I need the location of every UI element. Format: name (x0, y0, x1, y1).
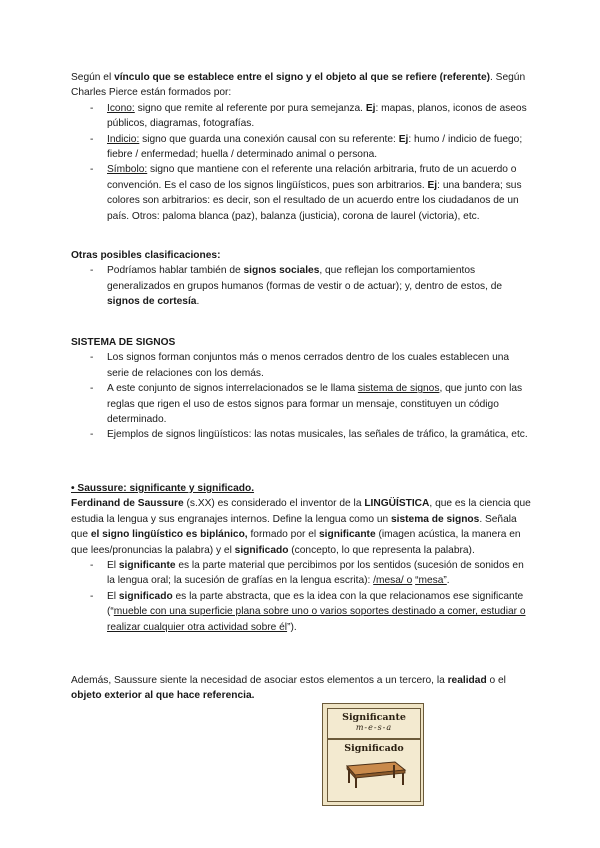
saussure-section (71, 481, 533, 635)
para-text: Además, Saussure siente la necesidad de asociar estos elementos a un tercero, la (71, 675, 448, 686)
sistema-list (71, 350, 533, 442)
bold-term: significado (118, 590, 173, 602)
ademas-paragraph (71, 673, 533, 704)
item-text: El (107, 590, 119, 602)
saussure-heading-text: • Saussure: significante y significado. (71, 483, 255, 494)
item-text: , que junto con las reglas que rigen el uso de estos signos para formar un mensaje, constituyen un código determinado. (107, 383, 523, 426)
para-text: (imagen acústica, la manera en que lees/pronuncias la palabra) y el (71, 529, 521, 556)
ej-label: Ej (365, 102, 376, 114)
item-text: es la parte material que percibimos por los sentidos (sucesión de sonidos en la lengua oral; la sucesión de grafías en la lengua escrita): (107, 560, 524, 587)
sign-types-list (71, 101, 533, 224)
bold-term: significante (319, 529, 376, 541)
item-text: A este conjunto de signos interrelacionados se le llama (107, 383, 358, 395)
list-item-indicio (71, 132, 533, 163)
bold-term: significado (234, 544, 289, 556)
item-text: signo que mantiene con el referente una relación arbitraria, fruto de un acuerdo o convención. Es el caso de los signos lingüísticos, pues son arbitrarios. (107, 164, 517, 191)
otras-heading: Otras posibles clasificaciones: (71, 250, 221, 261)
item-text: ”). (287, 621, 297, 633)
item-text: El (107, 560, 119, 572)
significado-label: Significado (344, 743, 404, 754)
item-text: signo que remite al referente por pura semejanza. (134, 102, 366, 114)
otras-list (71, 263, 533, 309)
item-text: , que reflejan los comportamientos generalizados en grupos humanos (formas de vestir o de actuar); y, dentro de estos, de (107, 265, 503, 292)
term-simbolo: Símbolo: (107, 164, 148, 176)
saussure-paragraph (71, 496, 533, 558)
bold-term: realidad (447, 675, 487, 686)
significante-word: m-e-s-a (355, 723, 393, 732)
item-text: signo que guarda una conexión causal con su referente: (139, 133, 399, 145)
term-icono: Icono: (107, 102, 135, 114)
ej-label: Ej (398, 133, 409, 145)
para-text: . Señala que (71, 513, 517, 541)
intro-text-end: . Según Charles Pierce están formados por: (71, 72, 526, 99)
list-item-significante (71, 558, 533, 589)
item-text: : humo / indicio de fuego; fiebre / enfermedad; huella / determinado animal o persona. (107, 133, 523, 161)
term-indicio: Indicio: (107, 133, 140, 145)
saussure-heading (71, 481, 533, 496)
saussure-list (71, 558, 533, 635)
bold-term: Ferdinand de Saussure (71, 498, 184, 510)
underlined-term: mueble con una superficie plana sobre uno o varios soportes destinado a comer, estudiar o realizar cualquier otra actividad sobre él (107, 606, 526, 633)
ej-label: Ej (427, 179, 438, 191)
table-icon (339, 756, 409, 790)
item-text: : una bandera; sus colores son arbitrarios: es decir, son el resultado de un acuerdo entre los ciudadanos de un país. Otros: paloma blanca (paz), balanza (justicia), corona de laurel (victoria), etc. (107, 179, 522, 222)
item-text: : mapas, planos, iconos de aseos públicos, diagramas, fotografías. (107, 102, 527, 130)
sistema-section (71, 335, 533, 443)
bold-term: LINGÜÍSTICA (364, 498, 430, 510)
underlined-term: “mesa” (415, 575, 447, 587)
para-text: (s.XX) es considerado el inventor de la (183, 498, 365, 510)
para-text: (concepto, lo que representa la palabra). (288, 544, 475, 556)
intro-paragraph (71, 70, 533, 101)
bold-term: significante (118, 560, 176, 572)
underlined-term: /mesa/ o (373, 575, 413, 587)
bold-term: objeto exterior al que hace referencia. (71, 690, 255, 702)
significado-box (327, 739, 421, 802)
list-item (71, 350, 533, 381)
list-item (71, 263, 533, 309)
bold-term: signos sociales (243, 265, 320, 277)
item-text: es la parte abstracta, que es la idea con la que relacionamos ese significante (“ (107, 590, 524, 618)
list-item (71, 381, 533, 427)
underlined-term: sistema de signos (357, 383, 440, 395)
list-item (71, 427, 533, 442)
para-text: o el (486, 675, 506, 686)
list-item-icono (71, 101, 533, 132)
intro-bold: vínculo que se establece entre el signo y el objeto al que se refiere (referente) (114, 72, 491, 83)
item-text: Podríamos hablar también de (107, 265, 244, 277)
list-item-significado (71, 589, 533, 635)
para-text: formado por el (247, 529, 319, 541)
para-text: , que es la ciencia que estudia la lengua y sus engranajes internos. Define la lengua como un (71, 498, 531, 525)
bold-term: signos de cortesía (107, 296, 197, 308)
significante-label: Significante (342, 712, 406, 723)
sign-illustration (322, 703, 424, 806)
pierce-section (71, 70, 533, 224)
significante-box (327, 708, 421, 739)
item-text: . (196, 296, 200, 308)
list-item-simbolo (71, 162, 533, 224)
sistema-heading: SISTEMA DE SIGNOS (71, 337, 176, 348)
item-text: Los signos forman conjuntos más o menos cerrados dentro de los cuales establecen una serie de relaciones con los demás. (107, 352, 510, 379)
bold-term: sistema de signos (390, 513, 480, 525)
ademas-section (71, 673, 533, 704)
otras-section (71, 248, 533, 310)
item-text: . (446, 575, 450, 587)
item-text: Ejemplos de signos lingüísticos: las notas musicales, las señales de tráfico, la gramática, etc. (107, 429, 528, 441)
bold-term: el signo lingüístico es biplánico, (90, 529, 248, 541)
intro-text: Según el (71, 72, 115, 83)
